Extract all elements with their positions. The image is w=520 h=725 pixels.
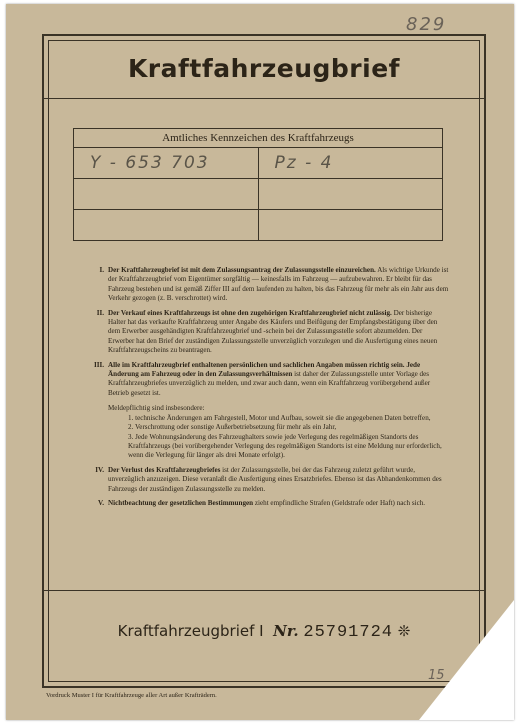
nr-label: Nr.	[273, 622, 299, 640]
plate-table	[73, 128, 443, 241]
instructions	[80, 266, 450, 513]
plate-table-header: Amtliches Kennzeichen des Kraftfahrzeugs	[74, 129, 443, 148]
document-frame	[42, 34, 486, 688]
footer-label: Kraftfahrzeugbrief I	[117, 622, 264, 640]
section-4: IV. Der Verlust des Kraftfahrzeugbriefes ist der Zulassungsstelle, bei der das Fahrzeug zuletzt geführt wurde, unverzüglich anzuzeigen. Diese veranlaßt die Ausfertigung eines Ersatzbriefes. Ebenso ist das Abhandenkommen des Fahrzeugs der zuständigen Zulassungsstelle zu melden.	[95, 465, 442, 493]
reporting-item: 3. Jede Wohnungsänderung des Fahrzeughalters sowie jede Verlegung des regelmäßigen Standorts des Kraftfahrzeugs (bei vorübergehender Verlegung des regelmäßigen Standorts ist eine Meldung nur erforderlich, wenn die Verlegung für länger als drei Monate erfolgt).	[128, 432, 442, 460]
section-1: I. Der Kraftfahrzeugbrief ist mit dem Zulassungsantrag der Zulassungsstelle einzureichen. Als wichtige Urkunde ist der Kraftfahrzeugbrief vom Eigentümer sorgfältig — keinesfalls im Fahrzeug — aufzubewahren. Er bleibt für das Fahrzeug bestehen und ist gemäß Ziffer III auf dem laufenden zu halten, bis das Fahrzeug für mehr als ein Jahr aus dem Verkehr gezogen (z. B. verschrottet) wird.	[99, 266, 449, 303]
plate-code: Pz - 4	[258, 148, 443, 179]
document-page	[6, 4, 514, 720]
reporting-item: 1. technische Änderungen am Fahrgestell, Motor und Aufbau, soweit sie die angegebenen Daten betreffen,	[128, 413, 431, 422]
reporting-item: 2. Verschrottung oder sonstige Außerbetriebsetzung für mehr als ein Jahr,	[128, 423, 337, 432]
plate-number: Y - 653 703	[74, 148, 259, 179]
document-number-line	[44, 622, 484, 642]
document-title: Kraftfahrzeugbrief	[127, 54, 401, 83]
section-3: III. Alle im Kraftfahrzeugbrief enthaltenen persönlichen und sachlichen Angaben müssen richtig sein. Jede Änderung am Fahrzeug oder in den Zulassungsverhältnissen ist daher der Zulassungsstelle unter Vorlage des Kraftfahrzeugbriefes unverzüglich zu melden, und zwar auch dann, wenn ein Kraftfahrzeug vorübergehend außer Betrieb gesetzt ist. Meldepflichtig sind insbesondere: 1. technische Änderungen am Fahrgestell, Motor und Aufbau, soweit sie die angegebenen Daten betreffen, 2. Verschrottung oder sonstige Außerbetriebsetzung für mehr als ein Jahr, 3. Jede Wohnungsänderung des Fahrzeughalters sowie jede Verlegung des regelmäßigen Standorts des Kraftfahrzeugs (bei vorübergehender Verlegung des regelmäßigen Standorts ist eine Meldung nur erforderlich, wenn die Verlegung für länger als drei Monate erfolgt).	[80, 361, 450, 461]
serial-mark-icon: ❊	[397, 622, 411, 640]
section-2: II. Der Verkauf eines Kraftfahrzeugs ist ohne den zugehörigen Kraftfahrzeugbrief nicht zulässig. Der bisherige Halter hat das verkaufte Kraftfahrzeug unter Angabe des Käufers und Beifügung der Empfangsbestätigung über den dem Erwerber ausgehändigten Kraftfahrzeugbrief und -schein bei der Zulassungsstelle sofort abzumelden. Der Erwerber hat den Brief der zuständigen Zulassungsstelle unverzüglich vorzulegen und die Ausfertigung eines neuen Kraftfahrzeugscheins zu beantragen.	[96, 308, 438, 355]
serial-number: 25791724	[303, 623, 393, 642]
imprint-text: Vordruck Muster I für Kraftfahrzeuge aller Art außer Krafträdern.	[46, 692, 217, 699]
handwritten-bottom-number: 15	[428, 668, 445, 683]
reporting-obligations: Meldepflichtig sind insbesondere: 1. technische Änderungen am Fahrgestell, Motor und Aufbau, soweit sie die angegebenen Daten betreffen, 2. Verschrottung oder sonstige Außerbetriebsetzung für mehr als ein Jahr, 3. Jede Wohnungsänderung des Fahrzeughalters sowie jede Verlegung des regelmäßigen Standorts des Kraftfahrzeugs (bei vorübergehender Verlegung des regelmäßigen Standorts ist eine Meldung nur erforderlich, wenn die Verlegung für länger als drei Monate erfolgt).	[108, 404, 450, 460]
handwritten-corner-number: 829	[406, 14, 447, 35]
section-5: V. Nichtbeachtung der gesetzlichen Bestimmungen zieht empfindliche Strafen (Geldstrafe oder Haft) nach sich.	[98, 498, 426, 507]
